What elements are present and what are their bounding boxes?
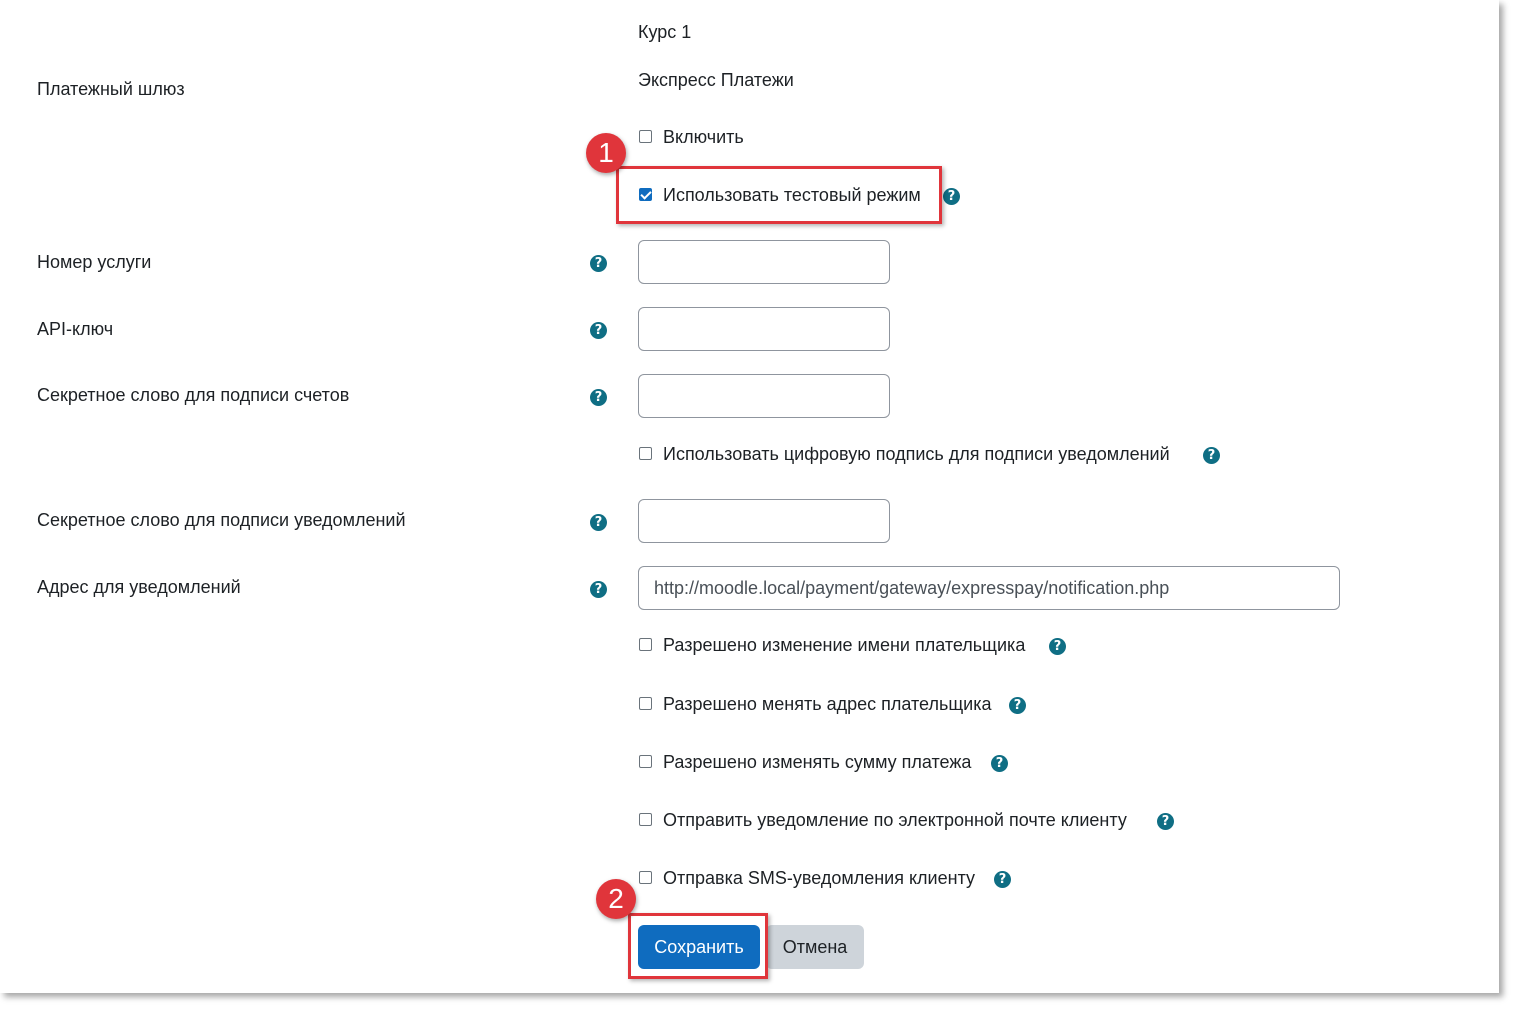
- test-mode-help-icon[interactable]: ?: [943, 188, 960, 205]
- enable-label[interactable]: Включить: [663, 127, 744, 147]
- notification-secret-label: Секретное слово для подписи уведомлений: [37, 510, 406, 530]
- enable-checkbox[interactable]: [639, 130, 652, 143]
- digital-signature-label[interactable]: Использовать цифровую подпись для подписи уведомлений: [663, 444, 1170, 464]
- annotation-badge-2: 2: [596, 879, 636, 919]
- cancel-button[interactable]: Отмена: [766, 925, 864, 969]
- option-change-address-label[interactable]: Разрешено менять адрес плательщика: [663, 694, 992, 714]
- option-change-name-checkbox[interactable]: [639, 638, 652, 651]
- course-name: Курс 1: [638, 22, 692, 42]
- option-change-amount-checkbox[interactable]: [639, 755, 652, 768]
- invoice-secret-help-icon[interactable]: ?: [590, 389, 607, 406]
- api-key-help-icon[interactable]: ?: [590, 322, 607, 339]
- option-change-address-checkbox[interactable]: [639, 697, 652, 710]
- digital-signature-help-icon[interactable]: ?: [1203, 447, 1220, 464]
- notification-url-label: Адрес для уведомлений: [37, 577, 241, 597]
- invoice-secret-label: Секретное слово для подписи счетов: [37, 385, 350, 405]
- notification-secret-help-icon[interactable]: ?: [590, 514, 607, 531]
- service-number-label: Номер услуги: [37, 252, 152, 272]
- annotation-badge-1: 1: [586, 133, 626, 173]
- notification-url-help-icon[interactable]: ?: [590, 581, 607, 598]
- option-change-name-label[interactable]: Разрешено изменение имени плательщика: [663, 635, 1026, 655]
- option-email-notify-help-icon[interactable]: ?: [1157, 813, 1174, 830]
- notification-secret-input[interactable]: [638, 499, 890, 543]
- option-email-notify-label[interactable]: Отправить уведомление по электронной почте клиенту: [663, 810, 1127, 830]
- api-key-label: API-ключ: [37, 319, 114, 339]
- option-sms-notify-help-icon[interactable]: ?: [994, 871, 1011, 888]
- option-change-amount-help-icon[interactable]: ?: [991, 755, 1008, 772]
- notification-url-input[interactable]: http://moodle.local/payment/gateway/expresspay/notification.php: [638, 566, 1340, 610]
- option-change-address-help-icon[interactable]: ?: [1009, 697, 1026, 714]
- annotation-highlight-save: [628, 913, 768, 979]
- digital-signature-checkbox[interactable]: [639, 447, 652, 460]
- api-key-input[interactable]: [638, 307, 890, 351]
- service-number-input[interactable]: [638, 240, 890, 284]
- gateway-value: Экспресс Платежи: [638, 70, 794, 90]
- option-email-notify-checkbox[interactable]: [639, 813, 652, 826]
- service-number-help-icon[interactable]: ?: [590, 255, 607, 272]
- test-mode-label[interactable]: Использовать тестовый режим: [663, 185, 921, 205]
- option-change-name-help-icon[interactable]: ?: [1049, 638, 1066, 655]
- option-sms-notify-label[interactable]: Отправка SMS-уведомления клиенту: [663, 868, 976, 888]
- save-button[interactable]: Сохранить: [638, 925, 760, 969]
- annotation-highlight-test-mode: [616, 166, 942, 224]
- gateway-label: Платежный шлюз: [37, 79, 185, 99]
- option-change-amount-label[interactable]: Разрешено изменять сумму платежа: [663, 752, 972, 772]
- option-sms-notify-checkbox[interactable]: [639, 871, 652, 884]
- invoice-secret-input[interactable]: [638, 374, 890, 418]
